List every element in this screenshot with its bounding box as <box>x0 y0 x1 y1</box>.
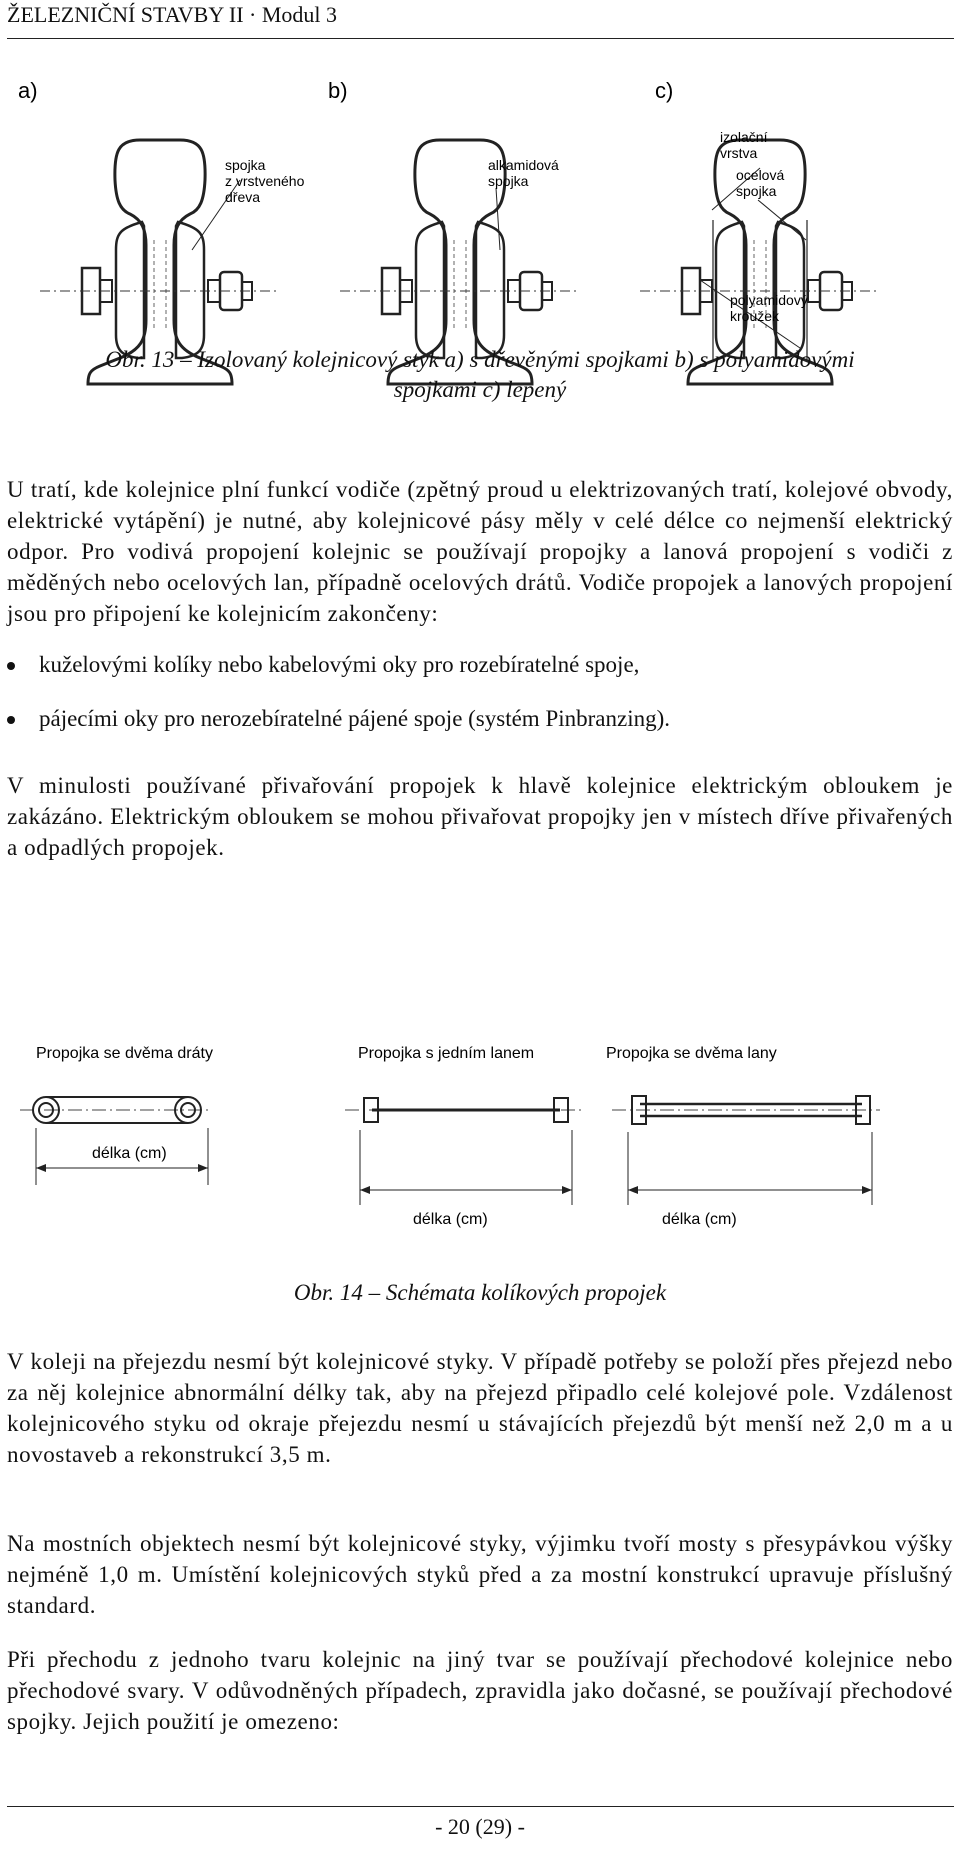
running-header: ŽELEZNIČNÍ STAVBY II · Modul 3 <box>7 2 338 27</box>
fig14-length-label-3: délka (cm) <box>662 1211 737 1228</box>
bullet-dot-icon <box>7 716 15 724</box>
label-a-line3: dřeva <box>225 189 261 205</box>
bullet-item <box>7 704 953 758</box>
bullet-text: kuželovými kolíky nebo kabelovými oky pro rozebíratelné spoje, <box>39 652 640 677</box>
figure-14-caption: Obr. 14 – Schémata kolíkových propojek <box>293 1280 667 1305</box>
label-c2-line2: spojka <box>736 183 777 199</box>
label-c2-line1: ocelová <box>736 167 785 183</box>
paragraph-4: Na mostních objektech nesmí být kolejnicové styky, výjimku tvoří mosty s přesypávkou výšky nejméně 1,0 m. Umístění kolejnicových styků před a za mostní konstrukcí upravuje příslušný standard. <box>7 1531 953 1618</box>
panel-label-a: a) <box>18 78 38 103</box>
label-c3-line2: kroužek <box>730 308 780 324</box>
fig14-length-label-1: délka (cm) <box>92 1145 167 1162</box>
bullet-dot-icon <box>7 662 15 670</box>
label-c3-line1: polyamidový <box>730 292 808 308</box>
footer-rule <box>7 1806 954 1807</box>
panel-label-b: b) <box>328 78 348 103</box>
page-number: - 20 (29) - <box>435 1814 525 1839</box>
label-b-line1: alkamidová <box>488 157 559 173</box>
figure-bond-schematics <box>0 1040 960 1270</box>
label-b-line2: spojka <box>488 173 529 189</box>
label-c1-line1: izolační <box>720 129 768 145</box>
figure-13-caption-line2: spojkami c) lepený <box>393 377 567 402</box>
label-c1-line2: vrstva <box>720 145 758 161</box>
bullet-list <box>7 650 953 758</box>
label-a-line1: spojka <box>225 157 266 173</box>
label-a-line2: z vrstveného <box>225 173 305 189</box>
header-rule <box>7 38 954 39</box>
bond-two-wires <box>20 1097 210 1185</box>
fig14-title-3: Propojka se dvěma lany <box>606 1045 777 1062</box>
paragraph-1: U tratí, kde kolejnice plní funkcí vodiče (zpětný proud u elektrizovaných tratí, kolejové obvody, elektrické vytápění) je nutné, aby kolejnicové pásy měly v celé délce co nejmenší elektrický odpor. Pro vodivá propojení kolejnic se používají propojky a lanová propojení s vodiči z měděných nebo ocelových lan, případně ocelových drátů. Vodiče propojek a lanových propojení jsou pro připojení ke kolejnicím zakončeny: <box>7 477 953 626</box>
paragraph-2: V minulosti používané přivařování propojek k hlavě kolejnice elektrickým obloukem je zakázáno. Elektrickým obloukem se mohou přivařovat propojky jen v místech dříve přivařených a odpadlých propojek. <box>7 773 953 860</box>
paragraph-3: V koleji na přejezdu nesmí být kolejnicové styky. V případě potřeby se položí přes přejezd nebo za něj kolejnice abnormální délky tak, aby na přejezd připadlo celé kolejové pole. Vzdálenost kolejnicového styku od okraje přejezdu nesmí u stávajících přejezdů být menší než 2,0 m a u novostaveb a rekonstrukcí 3,5 m. <box>7 1349 953 1467</box>
fig14-title-2: Propojka s jedním lanem <box>358 1045 535 1062</box>
fig14-title-1: Propojka se dvěma dráty <box>36 1045 213 1062</box>
fig14-length-label-2: délka (cm) <box>413 1211 488 1228</box>
figure-13-caption-line1: Obr. 13 – Izolovaný kolejnicový styk a) s dřevěnými spojkami b) s polyamidovými <box>105 347 855 372</box>
bullet-text: pájecími oky pro nerozebíratelné pájené spoje (systém Pinbranzing). <box>39 706 671 731</box>
bond-two-cables <box>612 1096 880 1205</box>
paragraph-5: Při přechodu z jednoho tvaru kolejnic na jiný tvar se používají přechodové kolejnice nebo přechodové svary. V odůvodněných případech, zpravidla jako dočasné, se používají přechodové spojky. Jejich použití je omezeno: <box>7 1647 953 1734</box>
bullet-item <box>7 650 953 704</box>
panel-label-c: c) <box>655 78 674 103</box>
bond-one-cable <box>345 1098 585 1205</box>
